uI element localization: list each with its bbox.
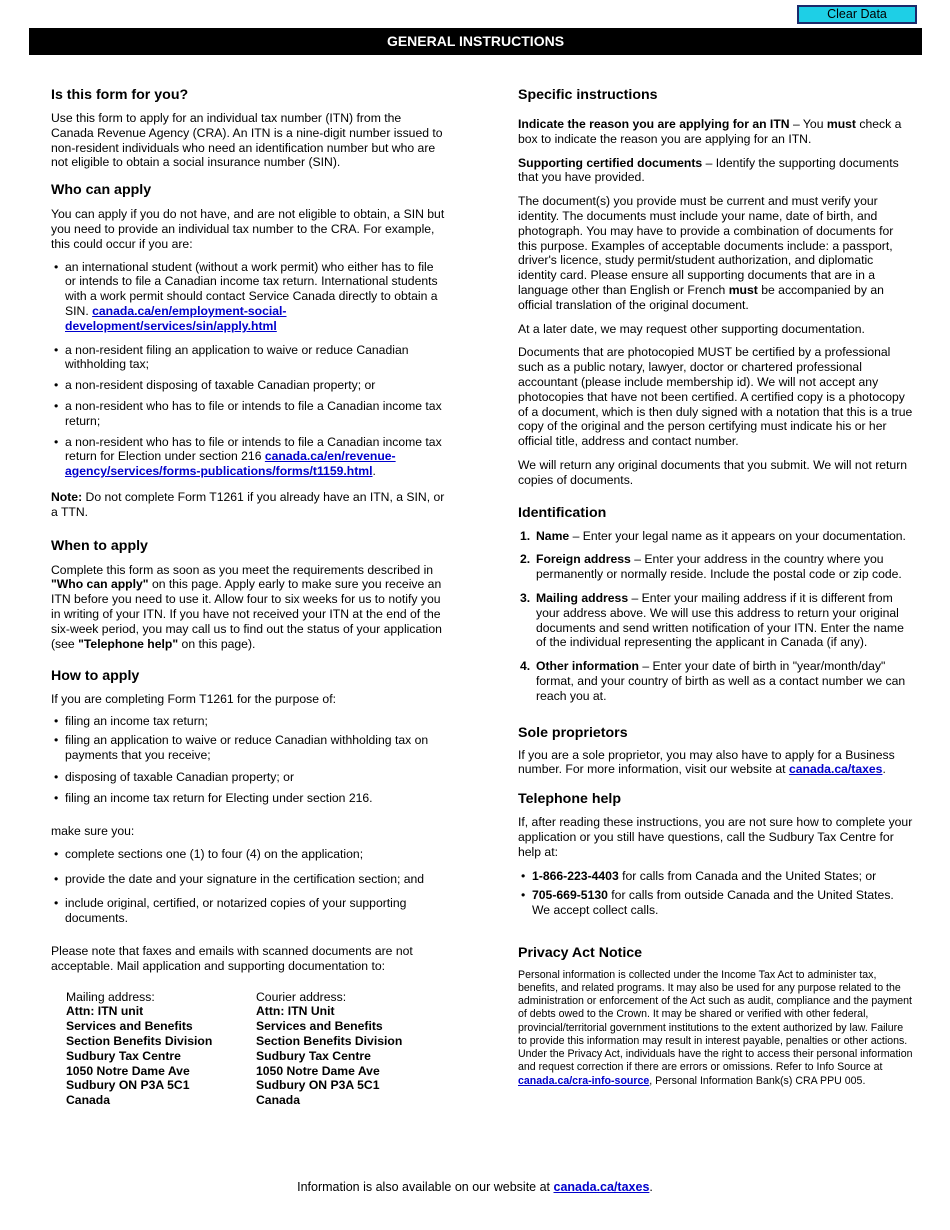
telephone-intro: If, after reading these instructions, you are not sure how to complete your application or you still have questions, call the Sudbury Tax Centre for help at: (518, 815, 913, 859)
who-item-3-text: a non-resident disposing of taxable Canadian property; or (65, 378, 376, 393)
item-text: – Enter your date of birth in "year/month/day" format, and your country of birth as well as a contact number we can reach you at. (536, 659, 906, 703)
courier-line: Section Benefits Division (256, 1034, 403, 1049)
item-label: Foreign address (536, 552, 631, 567)
req-item-text: provide the date and your signature in the certification section; and (65, 871, 425, 886)
mailing-line: Sudbury Tax Centre (66, 1048, 181, 1063)
privacy-text-1: Personal information is collected under the Income Tax Act to administer tax, benefits, and related programs. It may also be used for any purpose related to the administration or enforcement of the Act such as audit, compliance and the payment of debts owed to the Crown. It may be shared or verified with other federal, provincial/territorial government institutions to the extent authorized by law. Failure to provide this information may result in interest payable, penalties or other actions. Under the Privacy Act, individuals have the right to access their personal information and request correction if there are errors or omissions. Refer to Info Source at (518, 968, 913, 1074)
documents-text-1: The document(s) you provide must be current and must verify your identity. The documents must include your name, date of birth, and photograph. You may have to provide a combination of documents for this purpose. Examples of acceptable documents include: a passport, driver's licence, study permit/student authorization, and diplomatic identity card. Please ensure all supporting documents that are in a language other than English or French (518, 194, 894, 297)
item-number: 3. (520, 590, 531, 605)
list-item (518, 591, 913, 650)
how-intro: If you are completing Form T1261 for the purpose of: (51, 692, 336, 707)
item-text: – Enter your mailing address if it is different from your address above. We will use this address to return your original documents and send written notification of your ITN. Enter the name of the individual representing the applicant in Canada (if any). (536, 590, 904, 650)
sole-text: If you are a sole proprietor, you may also have to apply for a Business number. For more information, visit our website at (518, 747, 895, 777)
list-item (51, 770, 446, 785)
mailing-line: Services and Benefits (66, 1019, 193, 1034)
left-column (51, 87, 446, 1108)
list-item (51, 714, 446, 729)
list-item (51, 399, 446, 429)
req-item-text: complete sections one (1) to four (4) on the application; (65, 846, 364, 861)
supporting-text: – Identify the supporting documents that you have provided. (518, 155, 899, 185)
who-item-5-end: . (372, 464, 376, 479)
when-ref-who-can-apply: "Who can apply" (51, 577, 149, 592)
item-number: 4. (520, 659, 531, 674)
list-item (51, 896, 446, 926)
documents-paragraph (518, 194, 913, 312)
addresses (66, 990, 446, 1108)
courier-line: Attn: ITN Unit (256, 1004, 335, 1019)
mailing-address-label: Mailing address: (66, 989, 155, 1004)
heading-telephone-help: Telephone help (518, 791, 621, 808)
how-item-text: filing an income tax return; (65, 714, 208, 729)
reason-label: Indicate the reason you are applying for an ITN (518, 117, 790, 131)
heading-identification: Identification (518, 504, 607, 521)
telephone-list (518, 869, 913, 917)
list-item (51, 872, 446, 887)
mailing-address (66, 990, 256, 1108)
return-paragraph: We will return any original documents that you submit. We will not return copies of documents. (518, 457, 908, 487)
courier-line: Services and Benefits (256, 1019, 383, 1034)
cra-info-source-link[interactable]: canada.ca/cra-info-source (518, 1074, 650, 1087)
who-item-5-text: a non-resident who has to file or intends to file a Canadian income tax return for Election under section 216 (65, 434, 442, 464)
make-sure-label: make sure you: (51, 824, 135, 839)
heading-specific-instructions: Specific instructions (518, 87, 658, 103)
footer-taxes-link[interactable]: canada.ca/taxes (553, 1180, 650, 1194)
who-list (51, 260, 446, 479)
reason-paragraph (518, 117, 913, 147)
section-banner: GENERAL INSTRUCTIONS (29, 28, 922, 55)
reason-text-2: check a box to indicate the reason you are applying for an ITN. (518, 117, 902, 146)
phone-international-text: for calls from outside Canada and the United States. We accept collect calls. (532, 888, 894, 918)
when-text-2: on this page. Apply early to make sure you receive an ITN before you need to use it. Allow four to six weeks for us to notify you in writing of your ITN. If you have not received your ITN at the end of the six-week period, you may call us to find out the status of your application (see (51, 577, 442, 651)
later-paragraph: At a later date, we may request other supporting documentation. (518, 321, 865, 336)
mailing-line: Section Benefits Division (66, 1034, 213, 1049)
when-text-1: Complete this form as soon as you meet the requirements described in (51, 562, 434, 577)
item-number: 2. (520, 552, 531, 567)
list-item (518, 869, 913, 884)
how-purpose-list (51, 714, 446, 806)
right-column (518, 87, 913, 1088)
list-item (51, 260, 446, 334)
item-number: 1. (520, 528, 531, 543)
list-item (51, 847, 446, 862)
when-text-3: on this page). (181, 636, 256, 651)
list-item (518, 888, 913, 918)
courier-line: Canada (256, 1093, 301, 1108)
note-paragraph (51, 490, 446, 520)
privacy-paragraph (518, 969, 913, 1088)
list-item (51, 378, 446, 393)
who-item-2-text: a non-resident filing an application to waive or reduce Canadian withholding tax; (65, 342, 409, 372)
courier-address (256, 990, 446, 1108)
item-text: – Enter your legal name as it appears on your documentation. (572, 528, 906, 543)
reason-text-1: – You (792, 117, 824, 131)
item-text: – Enter your address in the country where you permanently or normally reside. Include the postal code or zip code. (536, 552, 902, 582)
list-item (518, 552, 913, 582)
who-intro: You can apply if you do not have, and are not eligible to obtain, a SIN but you need to provide an individual tax number to the CRA. For example, this could occur if you are: (51, 207, 445, 251)
taxes-link[interactable]: canada.ca/taxes (788, 762, 883, 777)
courier-line: Sudbury Tax Centre (256, 1048, 371, 1063)
footer (0, 1180, 950, 1195)
note-label: Note: (51, 489, 83, 504)
list-item (51, 791, 446, 806)
who-item-4-text: a non-resident who has to file or intends to file a Canadian income tax return; (65, 398, 442, 428)
documents-must: must (728, 282, 758, 297)
footer-end: . (649, 1180, 653, 1194)
list-item (51, 733, 446, 763)
list-item (518, 659, 913, 703)
mailing-line: Canada (66, 1093, 111, 1108)
how-requirements-list (51, 847, 446, 926)
phone-domestic-text: for calls from Canada and the United States; or (622, 869, 877, 884)
clear-data-button[interactable]: Clear Data (797, 5, 917, 24)
how-item-text: filing an income tax return for Electing under section 216. (65, 791, 373, 806)
reason-must: must (826, 117, 856, 131)
mailing-line: 1050 Notre Dame Ave (66, 1063, 190, 1078)
phone-number-domestic: 1-866-223-4403 (532, 869, 619, 884)
mailing-line: Attn: ITN unit (66, 1004, 144, 1019)
sole-paragraph (518, 748, 913, 778)
heading-privacy-act-notice: Privacy Act Notice (518, 944, 643, 961)
heading-when-to-apply: When to apply (51, 537, 148, 554)
t1159-form-link[interactable]: canada.ca/en/revenue-agency/services/forms-publications/forms/t1159.html (65, 449, 396, 479)
supporting-paragraph (518, 156, 913, 186)
sin-apply-link[interactable]: canada.ca/en/employment-social-development/services/sin/apply.html (65, 303, 287, 333)
courier-address-label: Courier address: (256, 989, 347, 1004)
item-label: Other information (536, 659, 639, 674)
when-paragraph (51, 563, 446, 652)
documents-text-2: be accompanied by an official translation of the original document. (518, 282, 884, 312)
item-label: Mailing address (536, 590, 629, 605)
intro-paragraph: Use this form to apply for an individual tax number (ITN) from the Canada Revenue Agency (CRA). An ITN is a nine-digit number issued to non-resident individuals who need an identification number but who are not eligible to obtain a social insurance number (SIN). (51, 111, 443, 170)
item-label: Name (536, 528, 570, 543)
how-item-text: disposing of taxable Canadian property; or (65, 769, 294, 784)
faxes-paragraph: Please note that faxes and emails with scanned documents are not acceptable. Mail application and supporting documentation to: (51, 944, 413, 973)
privacy-text-2: , Personal Information Bank(s) CRA PPU 005. (649, 1074, 866, 1087)
heading-is-this-form-for-you: Is this form for you? (51, 87, 189, 103)
sole-end: . (882, 762, 886, 777)
list-item (518, 529, 913, 544)
how-item-text: filing an application to waive or reduce Canadian withholding tax on payments that you receive; (65, 732, 429, 762)
courier-line: Sudbury ON P3A 5C1 (256, 1078, 380, 1093)
courier-line: 1050 Notre Dame Ave (256, 1063, 380, 1078)
mailing-line: Sudbury ON P3A 5C1 (66, 1078, 190, 1093)
identification-list (518, 529, 913, 704)
list-item (51, 435, 446, 479)
list-item (51, 343, 446, 373)
heading-sole-proprietors: Sole proprietors (518, 724, 628, 741)
who-item-1-text: an international student (without a work permit) who either has to file or intends to file a Canadian income tax return. International students with a work permit should contact Service Canada directly to obtain a SIN. (65, 259, 438, 318)
footer-text: Information is also available on our website at (297, 1180, 551, 1194)
phone-number-international: 705-669-5130 (532, 888, 608, 903)
heading-who-can-apply: Who can apply (51, 182, 152, 199)
heading-how-to-apply: How to apply (51, 668, 140, 685)
supporting-label: Supporting certified documents (518, 155, 703, 170)
photocopied-paragraph: Documents that are photocopied MUST be certified by a professional such as a public notary, lawyer, doctor or chartered professional accountant (please include membership id). We will not accept any photocopies that have not been certified. A certified copy is a photocopy of a document, which is then duly signed with a notation that this is a true copy of the original and the person certifying must indicate his or her official title, address and contact number. (518, 345, 913, 449)
when-ref-telephone-help: "Telephone help" (78, 636, 179, 651)
req-item-text: include original, certified, or notarized copies of your supporting documents. (65, 896, 407, 926)
note-text: Do not complete Form T1261 if you already have an ITN, a SIN, or a TTN. (51, 489, 445, 519)
